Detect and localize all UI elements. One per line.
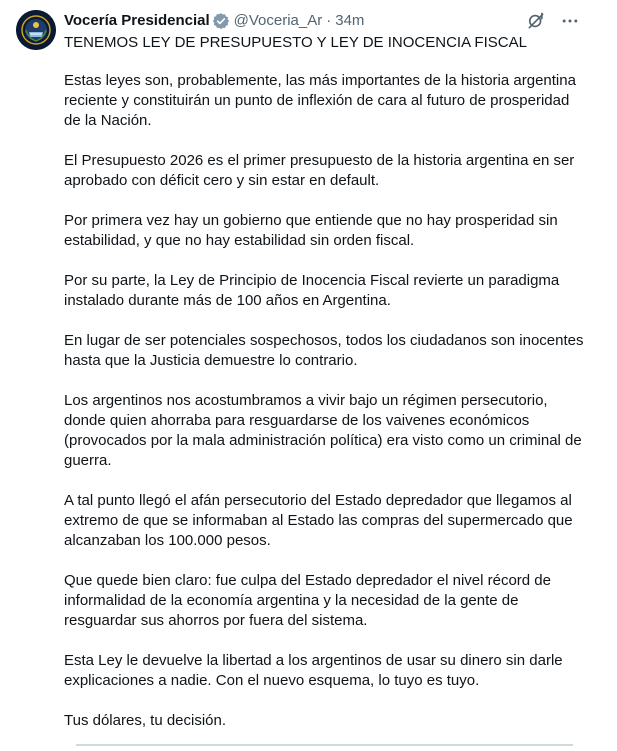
tweet-paragraph: Por su parte, la Ley de Principio de Inocencia Fiscal revierte un paradigma instalado durante más de 100 años en Argentina. [64, 272, 560, 309]
tweet-paragraph: Tus dólares, tu decisión. [64, 712, 227, 729]
more-horizontal-icon[interactable] [559, 10, 581, 32]
header-actions [525, 10, 581, 32]
author-handle[interactable]: @Voceria_Ar [233, 12, 323, 29]
tweet-paragraph: Los argentinos nos acostumbramos a vivir bajo un régimen persecutorio, donde quien ahorraba para resguardarse de los vaivenes económicos (provocados por la mala administración política) era visto como un criminal de guerra. [64, 392, 582, 469]
tweet-paragraph: Que quede bien claro: fue culpa del Estado depredador el nivel récord de informalidad de la economía argentina y la necesidad de la gente de resguardar sus ahorros por fuera del sistema. [64, 572, 551, 629]
header-separator: · [326, 12, 332, 29]
tweet-paragraph: Estas leyes son, probablemente, las más importantes de la historia argentina reciente y constituirán un punto de inflexión de cara al futuro de prosperidad de la Nación. [64, 72, 576, 129]
author-display-name[interactable]: Vocería Presidencial [64, 12, 210, 29]
tweet-paragraph-title: TENEMOS LEY DE PRESUPUESTO Y LEY DE INOCENCIA FISCAL [64, 34, 527, 51]
presidential-seal-icon [16, 10, 56, 50]
tweet-timestamp[interactable]: 34m [335, 12, 365, 29]
tweet-paragraph: Esta Ley le devuelve la libertad a los argentinos de usar su dinero sin darle explicaciones a nadie. Con el nuevo esquema, lo tuyo es tuyo. [64, 652, 563, 689]
avatar[interactable] [16, 10, 56, 50]
tweet-text [64, 33, 584, 751]
gov-verified-badge-icon[interactable] [212, 12, 230, 30]
grok-icon[interactable] [525, 10, 547, 32]
tweet-header [64, 10, 364, 32]
tweet-paragraph: Por primera vez hay un gobierno que entiende que no hay prosperidad sin estabilidad, y que no hay estabilidad sin orden fiscal. [64, 212, 558, 249]
tweet-paragraph: El Presupuesto 2026 es el primer presupuesto de la historia argentina en ser aprobado con déficit cero y sin estar en default. [64, 152, 575, 189]
tweet-paragraph: En lugar de ser potenciales sospechosos, todos los ciudadanos son inocentes hasta que la Justicia demuestre lo contrario. [64, 332, 584, 369]
tweet-paragraph: A tal punto llegó el afán persecutorio del Estado depredador que llegamos al extremo de que se informaban al Estado las compras del supermercado que alcanzaban los 100.000 pesos. [64, 492, 573, 549]
